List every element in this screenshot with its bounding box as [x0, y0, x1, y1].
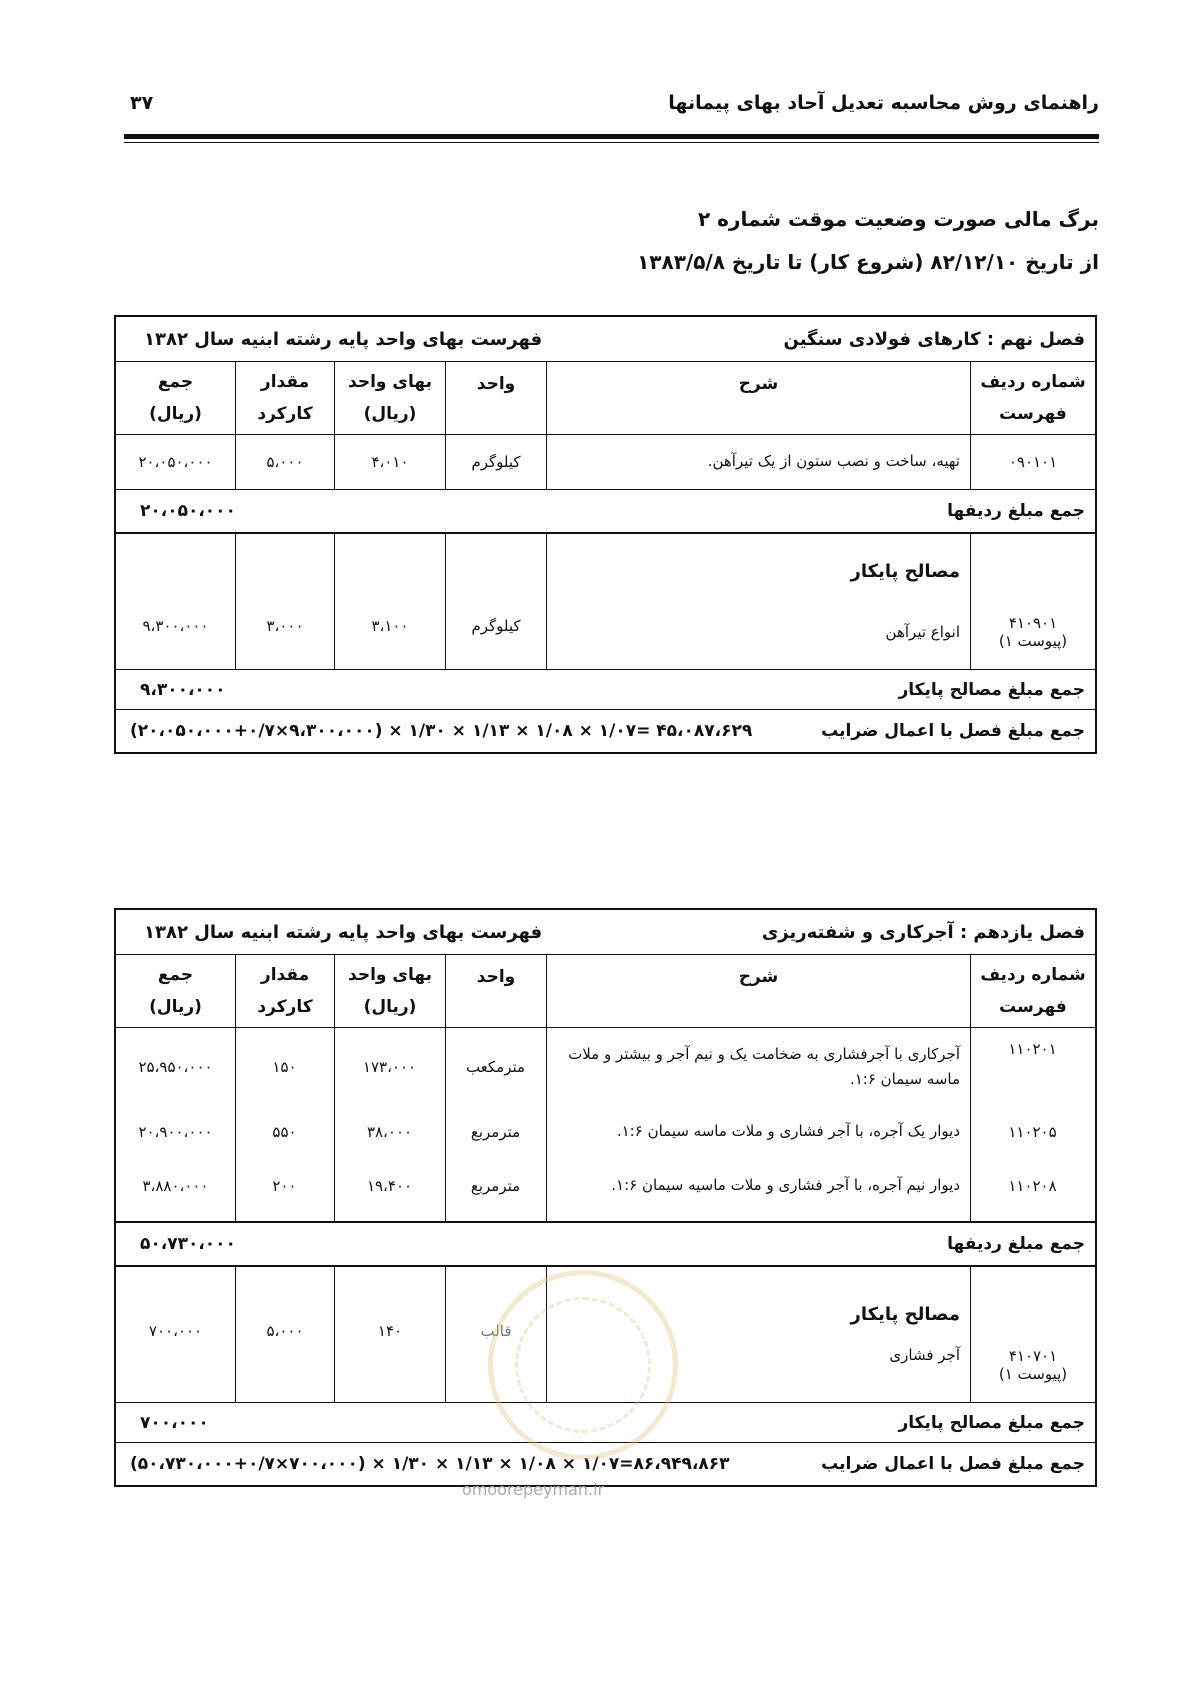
watermark-url: omoorepeyman.ir	[462, 1480, 605, 1499]
header-sum: جمع (ریال)	[149, 964, 202, 1017]
header-desc: شرح	[546, 362, 970, 434]
running-header-title: راهنمای روش محاسبه تعدیل آحاد بهای پیمانها	[668, 92, 1099, 114]
row-qty: ۵،۰۰۰	[235, 435, 334, 489]
row-qty: ۲۰۰	[272, 1177, 297, 1195]
chapter-formula-row	[116, 710, 1095, 752]
row-qty: ۵۵۰	[272, 1123, 297, 1141]
header-desc: شرح	[546, 955, 970, 1027]
rows-total-label: جمع مبلغ ردیفها	[947, 1234, 1085, 1254]
document-date-range: از تاریخ ۸۲/۱۲/۱۰ (شروع کار) تا تاریخ ۱۳۸۳/۵/۸	[637, 250, 1099, 274]
materials-title: مصالح پایکار	[850, 1304, 960, 1326]
row-unit: مترمکعب	[465, 1058, 526, 1076]
materials-qty: ۵،۰۰۰	[235, 1267, 334, 1402]
row-unit-price: ۱۹،۴۰۰	[366, 1177, 413, 1195]
table-header-row	[116, 362, 1095, 435]
header-rule	[124, 134, 1099, 139]
watermark-seal-icon	[488, 1270, 678, 1460]
header-qty: مقدار کارکرد	[235, 362, 334, 434]
materials-qty: ۳،۰۰۰	[235, 534, 334, 669]
row-no: ۱۱۰۲۰۱	[1008, 1040, 1057, 1058]
row-no: ۱۱۰۲۰۸	[1008, 1177, 1057, 1195]
header-sum: جمع (ریال)	[149, 371, 202, 424]
chapter-title: فصل نهم : کارهای فولادی سنگین	[783, 328, 1085, 350]
table-row	[116, 435, 1095, 490]
materials-item: آجر فشاری	[889, 1346, 960, 1365]
materials-total-label: جمع مبلغ مصالح پایکار	[898, 679, 1085, 700]
row-unit: کیلوگرم	[445, 435, 546, 489]
rows-total-label: جمع مبلغ ردیفها	[947, 501, 1085, 521]
row-sum: ۲۰،۰۵۰،۰۰۰	[138, 453, 213, 471]
table-title-row	[116, 910, 1095, 955]
header-unit-price: بهای واحد (ریال)	[334, 955, 445, 1027]
item-rows-block	[116, 1028, 1095, 1223]
row-desc: دیوار یک آجره، با آجر فشاری و ملات ماسه سیمان ۱:۶.	[616, 1122, 960, 1141]
row-desc: تهیه، ساخت و نصب ستون از یک تیرآهن.	[546, 435, 970, 489]
materials-title: مصالح پایکار	[850, 561, 960, 583]
header-rule-thin	[124, 142, 1099, 143]
materials-unit: قالب	[445, 1267, 546, 1402]
materials-no: ۴۱۰۹۰۱ (پیوست ۱)	[970, 534, 1095, 669]
header-row-no: شماره ردیف فهرست	[970, 362, 1095, 434]
materials-total-value: ۷۰۰،۰۰۰	[140, 1412, 209, 1433]
header-unit-price: بهای واحد (ریال)	[334, 362, 445, 434]
price-list-title: فهرست بهای واحد پایه رشته ابنیه سال ۱۳۸۲	[144, 921, 543, 943]
materials-sum: ۹،۳۰۰،۰۰۰	[142, 616, 209, 635]
formula-value: (۵۰،۷۳۰،۰۰۰+۰/۷×۷۰۰،۰۰۰) × ۱/۳۰ × ۱/۱۳ × ۱/۰۸ × ۱/۰۷=۸۶،۹۴۹،۸۶۳	[130, 1454, 730, 1474]
header-row-no: شماره ردیف فهرست	[970, 955, 1095, 1027]
row-no: ۰۹۰۱۰۱	[970, 435, 1095, 489]
header-unit: واحد	[445, 362, 546, 434]
row-qty: ۱۵۰	[272, 1058, 297, 1076]
document-title: برگ مالی صورت وضعیت موقت شماره ۲	[697, 207, 1099, 231]
row-unit: مترمربع	[470, 1177, 521, 1195]
header-unit: واحد	[445, 955, 546, 1027]
materials-sum: ۷۰۰،۰۰۰	[148, 1321, 203, 1340]
table-row	[116, 1164, 1095, 1208]
materials-unit-price: ۱۴۰	[334, 1267, 445, 1402]
materials-total-value: ۹،۳۰۰،۰۰۰	[140, 679, 226, 700]
table-title-row	[116, 317, 1095, 362]
rows-total-value: ۲۰،۰۵۰،۰۰۰	[140, 501, 236, 521]
row-sum: ۲۰،۹۰۰،۰۰۰	[138, 1123, 213, 1141]
price-list-title: فهرست بهای واحد پایه رشته ابنیه سال ۱۳۸۲	[144, 328, 543, 350]
materials-unit-price: ۳،۱۰۰	[334, 534, 445, 669]
row-unit-price: ۱۷۳،۰۰۰	[362, 1058, 417, 1076]
row-sum: ۳،۸۸۰،۰۰۰	[142, 1177, 209, 1195]
chapter-title: فصل یازدهم : آجرکاری و شفته‌ریزی	[761, 921, 1085, 943]
materials-no: ۴۱۰۷۰۱ (پیوست ۱)	[970, 1267, 1095, 1402]
rows-total-value: ۵۰،۷۳۰،۰۰۰	[140, 1234, 236, 1254]
table-row	[116, 1034, 1095, 1100]
materials-total-label: جمع مبلغ مصالح پایکار	[898, 1412, 1085, 1433]
page-number: ۳۷	[130, 92, 154, 114]
rows-total-row	[116, 490, 1095, 534]
formula-label: جمع مبلغ فصل با اعمال ضرایب	[821, 721, 1085, 741]
row-desc: دیوار نیم آجره، با آجر فشاری و ملات ماسیه سیمان ۱:۶.	[611, 1176, 960, 1195]
materials-total-row	[116, 670, 1095, 710]
materials-desc	[546, 534, 970, 669]
materials-item: انواع تیرآهن	[885, 623, 960, 642]
row-unit-price: ۳۸،۰۰۰	[366, 1123, 413, 1141]
statement-table-chapter-9	[114, 315, 1097, 754]
rows-total-row	[116, 1223, 1095, 1267]
materials-unit: کیلوگرم	[445, 534, 546, 669]
formula-label: جمع مبلغ فصل با اعمال ضرایب	[821, 1454, 1085, 1474]
header-qty: مقدار کارکرد	[235, 955, 334, 1027]
row-unit-price: ۴،۰۱۰	[334, 435, 445, 489]
row-no: ۱۱۰۲۰۵	[1008, 1123, 1057, 1141]
materials-row	[116, 534, 1095, 670]
row-desc: آجرکاری با آجرفشاری به ضخامت یک و نیم آجر و بیشتر و ملات ماسه سیمان ۱:۶.	[568, 1044, 960, 1088]
table-header-row	[116, 955, 1095, 1028]
row-unit: مترمربع	[470, 1123, 521, 1141]
row-sum: ۲۵،۹۵۰،۰۰۰	[138, 1058, 213, 1076]
formula-value: (۲۰،۰۵۰،۰۰۰+۰/۷×۹،۳۰۰،۰۰۰) × ۱/۳۰ × ۱/۱۳ × ۱/۰۸ × ۱/۰۷= ۴۵،۰۸۷،۶۲۹	[130, 721, 753, 741]
table-row	[116, 1110, 1095, 1154]
